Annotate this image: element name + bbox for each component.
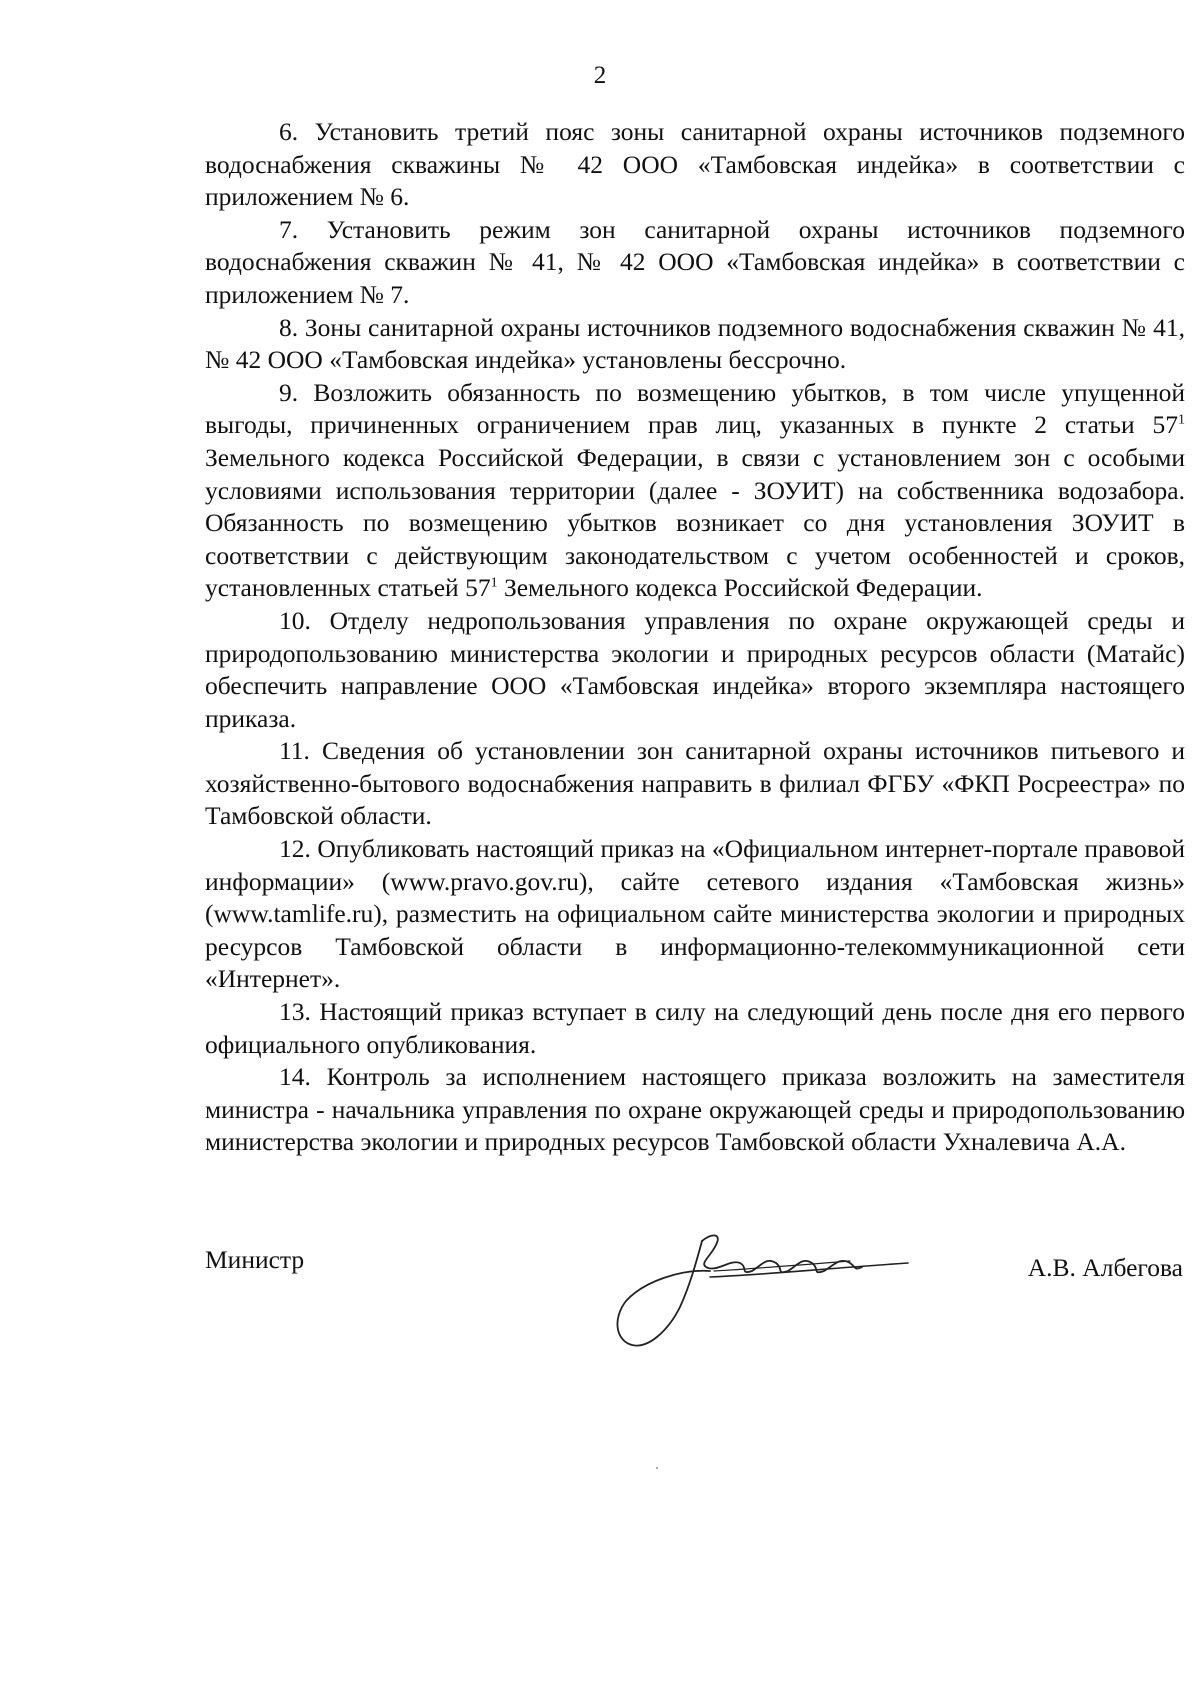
superscript-1: 1	[1178, 412, 1185, 428]
handwritten-signature	[610, 1223, 910, 1353]
scan-speck	[656, 1467, 658, 1469]
paragraph-9-part-c: Земельного кодекса Российской Федерации.	[497, 573, 983, 603]
paragraph-13: 13. Настоящий приказ вступает в силу на следующий день после дня его первого официального опубликования.	[205, 997, 1185, 1059]
paragraph-7: 7. Установить режим зон санитарной охраны источников подземного водоснабжения скважин № 41, № 42 ООО «Тамбовская индейка» в соответствии с приложением № 7.	[205, 214, 1185, 309]
paragraph-9-part-b: Земельного кодекса Российской Федерации, в связи с установлением зон с особыми условиями использования территории (далее - ЗОУИТ) на собственника водозабора. Обязанность по возмещению убытков возникает со дня установления ЗОУИТ в соответствии с действующим законодательством с учетом особенностей и сроков, установленных статьей 57	[205, 442, 1185, 603]
paragraph-10: 10. Отделу недропользования управления по охране окружающей среды и природопользованию министерства экологии и природных ресурсов области (Матайс) обеспечить направление ООО «Тамбовская индейка» второго экземпляра настоящего приказа.	[205, 605, 1185, 733]
signature-block	[205, 1245, 1185, 1385]
paragraph-8: 8. Зоны санитарной охраны источников подземного водоснабжения скважин № 41, № 42 ООО «Тамбовская индейка» установлены бессрочно.	[205, 312, 1185, 375]
signer-title: Министр	[205, 1245, 305, 1274]
superscript-2: 1	[490, 575, 498, 591]
paragraph-9-part-a: 9. Возложить обязанность по возмещению убытков, в том числе упущенной выгоды, причиненных ограничением прав лиц, указанных в пункте 2 статьи 57	[205, 377, 1185, 440]
page-number: 2	[593, 62, 607, 89]
signer-name: А.В. Албегова	[1027, 1253, 1183, 1282]
paragraph-11: 11. Сведения об установлении зон санитарной охраны источников питьевого и хозяйственно-бытового водоснабжения направить в филиал ФГБУ «ФКП Росреестра» по Тамбовской области.	[205, 736, 1185, 831]
paragraph-9	[205, 377, 1185, 605]
paragraph-6: 6. Установить третий пояс зоны санитарной охраны источников подземного водоснабжения скважины № 42 ООО «Тамбовская индейка» в соответствии с приложением № 6.	[205, 117, 1185, 212]
paragraph-14: 14. Контроль за исполнением настоящего приказа возложить на заместителя министра - начальника управления по охране окружающей среды и природопользованию министерства экологии и природных ресурсов Тамбовской области Ухналевича А.А.	[205, 1062, 1185, 1157]
document-body	[205, 116, 1185, 1159]
paragraph-12: 12. Опубликовать настоящий приказ на «Официальном интернет-портале правовой информации» (www.pravo.gov.ru), сайте сетевого издания «Тамбовская жизнь» (www.tamlife.ru), разместить на официальном сайте министерства экологии и природных ресурсов Тамбовской области в информационно-телекоммуникационной сети «Интернет».	[205, 834, 1185, 994]
